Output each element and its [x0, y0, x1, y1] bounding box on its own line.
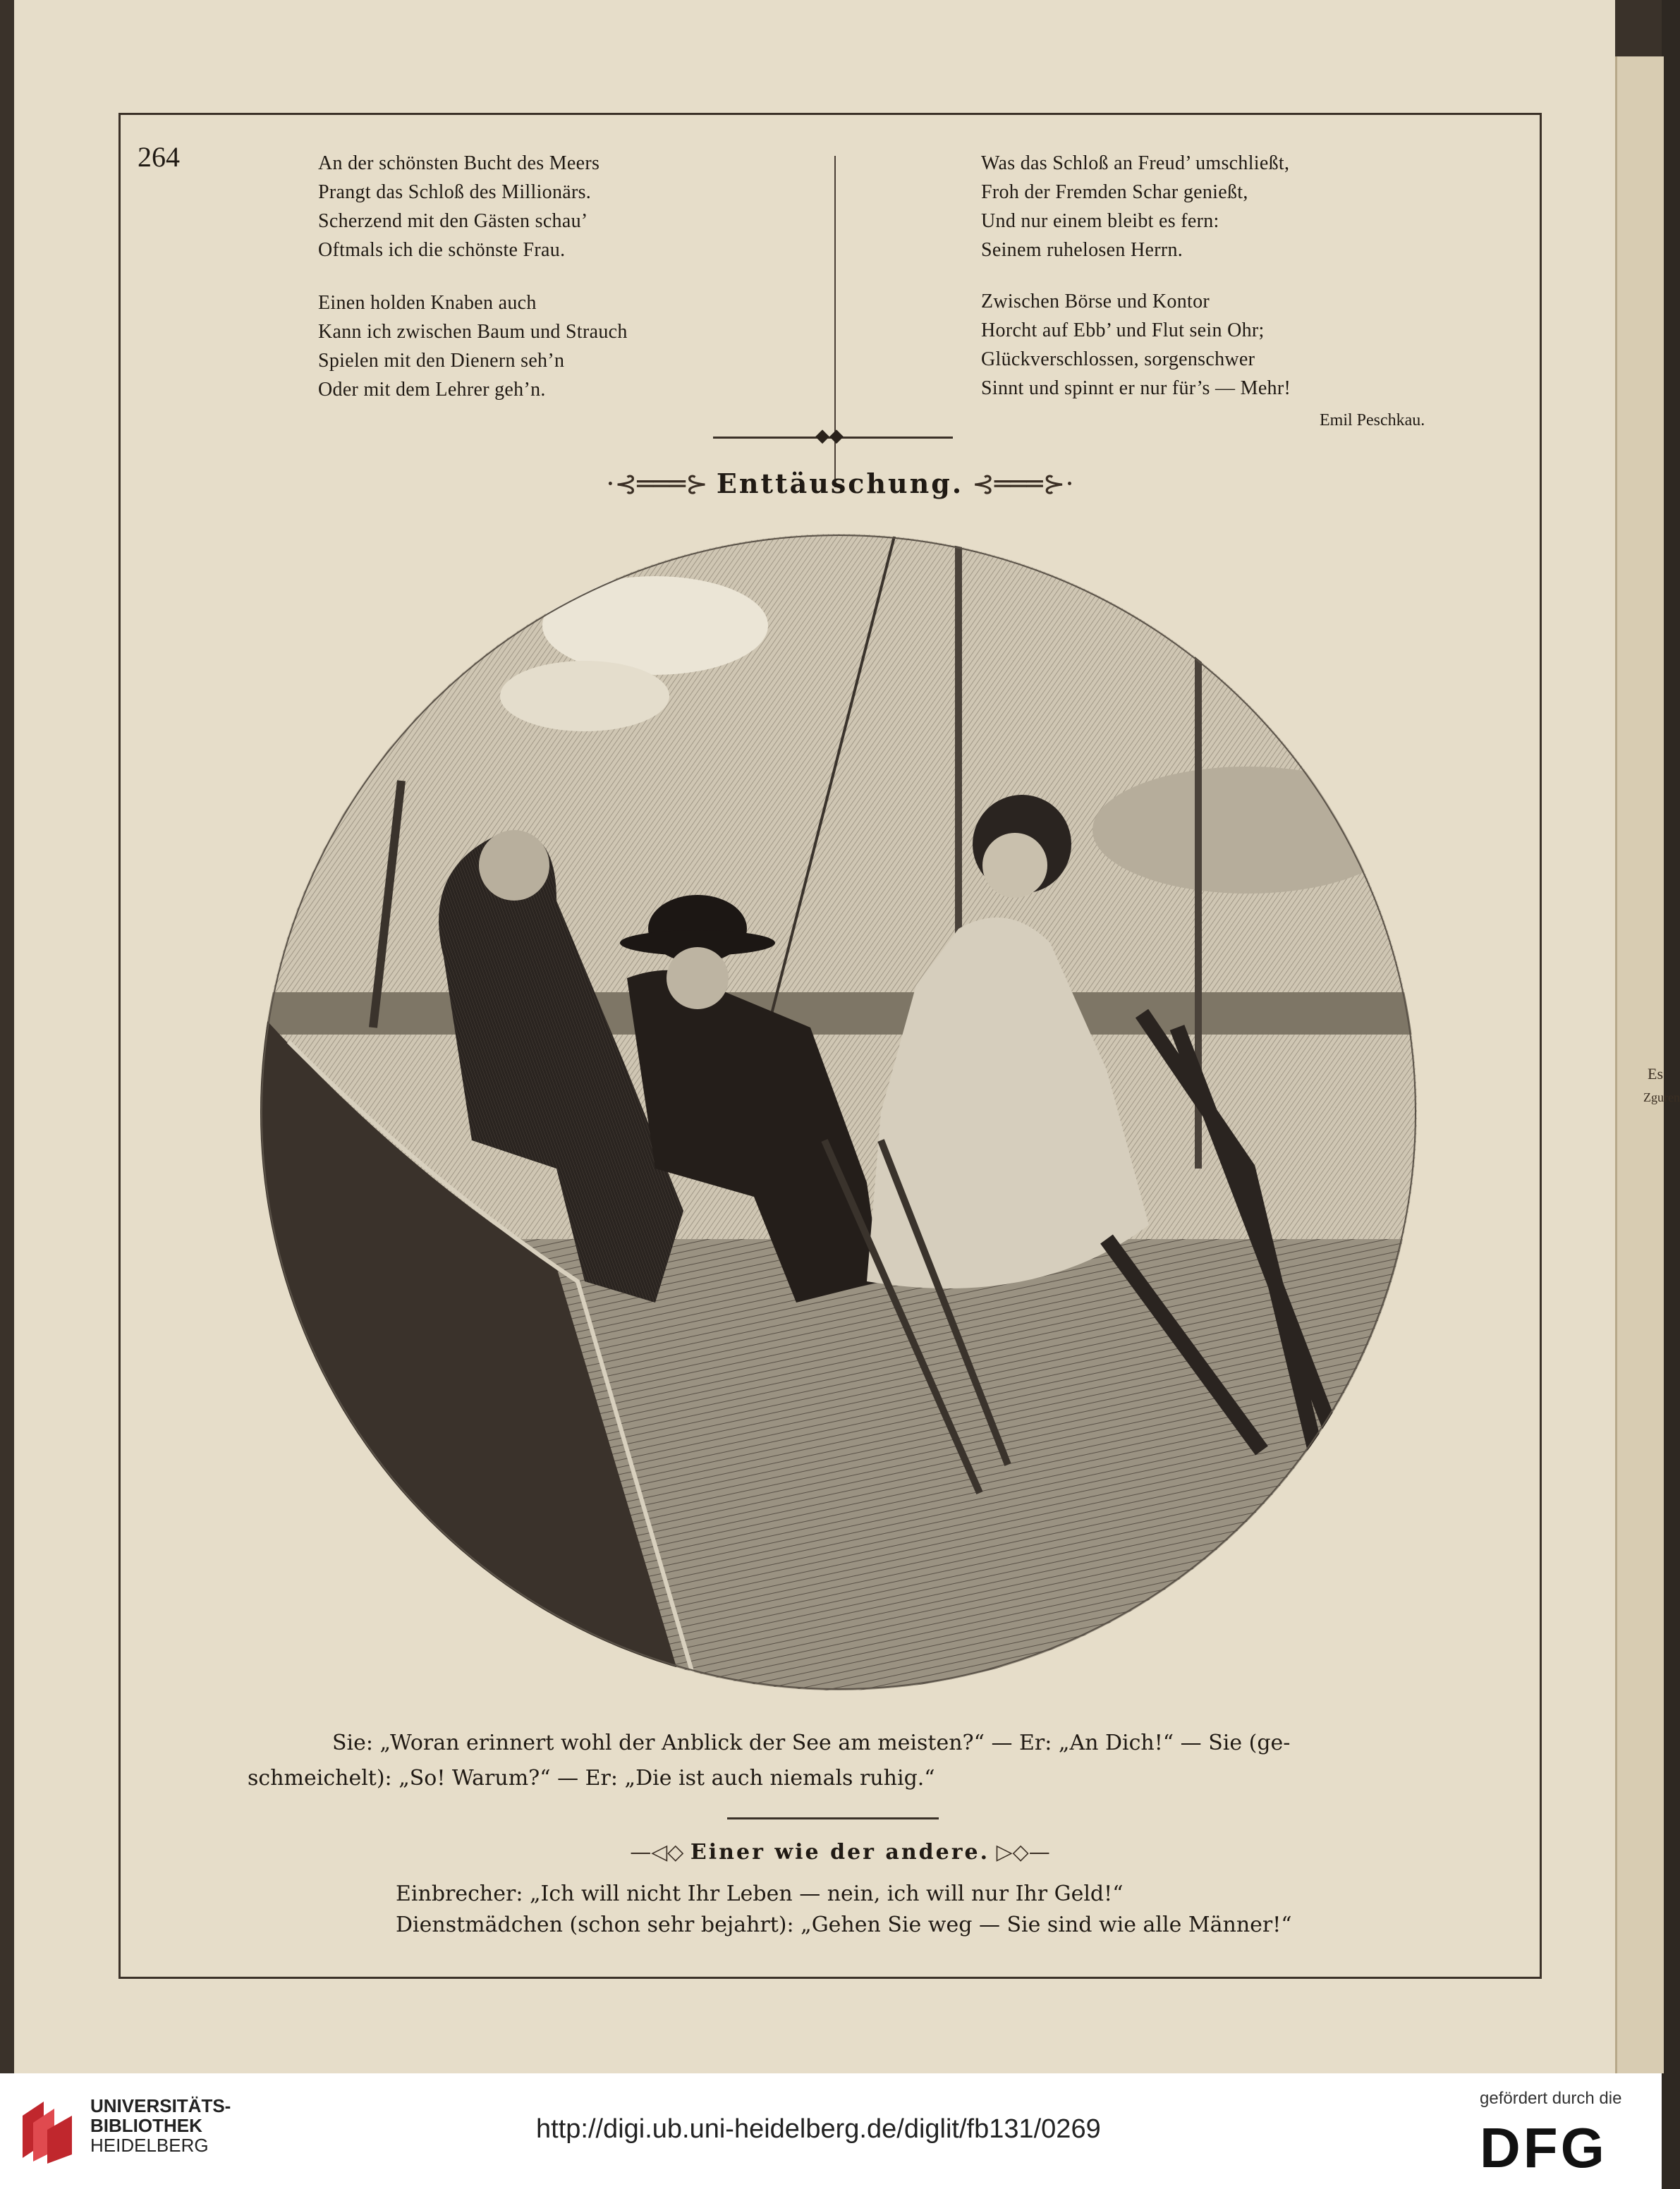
dialogue-line: Dienstmädchen (schon sehr bejahrt): „Gehen Sie weg — Sie sind wie alle Männer!“: [396, 1913, 1292, 1937]
poem-line: Was das Schloß an Freud’ umschließt,: [981, 152, 1290, 174]
poem-line: Seinem ruhelosen Herrn.: [981, 239, 1183, 261]
poem-line: Einen holden Knaben auch: [318, 292, 537, 314]
poem-line: Glückverschlossen, sorgenschwer: [981, 348, 1255, 370]
poem-right-stanza-2: [981, 287, 1291, 403]
next-page-fragment: Zguren: [1643, 1090, 1680, 1104]
poem-line: Und nur einem bleibt es fern:: [981, 210, 1219, 232]
poem-left-stanza-2: [318, 288, 628, 404]
rule-ornament-icon: ◆◆: [815, 425, 844, 446]
poem-line: An der schönsten Bucht des Meers: [318, 152, 600, 174]
heading-ornament-left-icon: —◁◇: [630, 1840, 690, 1865]
heading-ornament-right-icon: ▷◇—: [990, 1840, 1050, 1865]
footer-bar: [0, 2073, 1662, 2189]
section-heading-text: Einer wie der andere.: [690, 1840, 990, 1865]
dialogue-line: Einbrecher: „Ich will nicht Ihr Leben — nein, ich will nur Ihr Geld!“: [396, 1882, 1124, 1906]
section-heading-text: Enttäuschung.: [716, 468, 964, 499]
engraving-illustration: [260, 534, 1417, 1690]
heading-ornament-right-icon: ⊰═══⊱·: [963, 468, 1074, 499]
poem-line: Zwischen Börse und Kontor: [981, 291, 1210, 312]
poem-line: Prangt das Schloß des Millionärs.: [318, 181, 592, 203]
section-heading-einer-wie-der-andere: [614, 1840, 1066, 1865]
poem-line: Horcht auf Ebb’ und Flut sein Ohr;: [981, 319, 1265, 341]
document-url-link[interactable]: http://digi.ub.uni-heidelberg.de/diglit/fb131/0269: [536, 2114, 1101, 2144]
poem-line: Spielen mit den Dienern seh’n: [318, 350, 565, 372]
dfg-logo: DFG: [1480, 2116, 1607, 2179]
next-page-fragment: Es: [1648, 1065, 1663, 1083]
heading-ornament-left-icon: ·⊰═══⊱: [606, 468, 717, 499]
section-heading-enttaeuschung: [600, 468, 1080, 499]
poem-line: Froh der Fremden Schar genießt,: [981, 181, 1248, 203]
ornamental-rule: [727, 1817, 939, 1819]
poem-line: Scherzend mit den Gästen schau’: [318, 210, 588, 232]
library-name-line: UNIVERSITÄTS-: [90, 2095, 231, 2116]
poem-line: Oder mit dem Lehrer geh’n.: [318, 379, 546, 401]
poem-left-stanza-1: [318, 149, 599, 264]
poem-line: Sinnt und spinnt er nur für’s — Mehr!: [981, 377, 1291, 399]
page-frame: [118, 113, 1542, 1979]
library-name-line: BIBLIOTHEK: [90, 2115, 202, 2136]
poem-line: Oftmals ich die schönste Frau.: [318, 239, 566, 261]
poem-line: Kann ich zwischen Baum und Strauch: [318, 321, 628, 343]
library-name: [90, 2096, 231, 2155]
caption-line: Sie: „Woran erinnert wohl der Anblick der See am meisten?“ — Er: „An Dich!“ — Sie (ge-: [332, 1731, 1291, 1755]
page-number: 264: [138, 141, 180, 173]
funding-note: gefördert durch die: [1480, 2089, 1622, 2108]
poem-right-stanza-1: [981, 149, 1289, 264]
university-library-logo-icon: [16, 2095, 79, 2165]
poem-author: Emil Peschkau.: [1320, 411, 1425, 429]
library-name-line: HEIDELBERG: [90, 2135, 209, 2156]
caption-line: schmeichelt): „So! Warum?“ — Er: „Die ist auch niemals ruhig.“: [248, 1766, 935, 1791]
